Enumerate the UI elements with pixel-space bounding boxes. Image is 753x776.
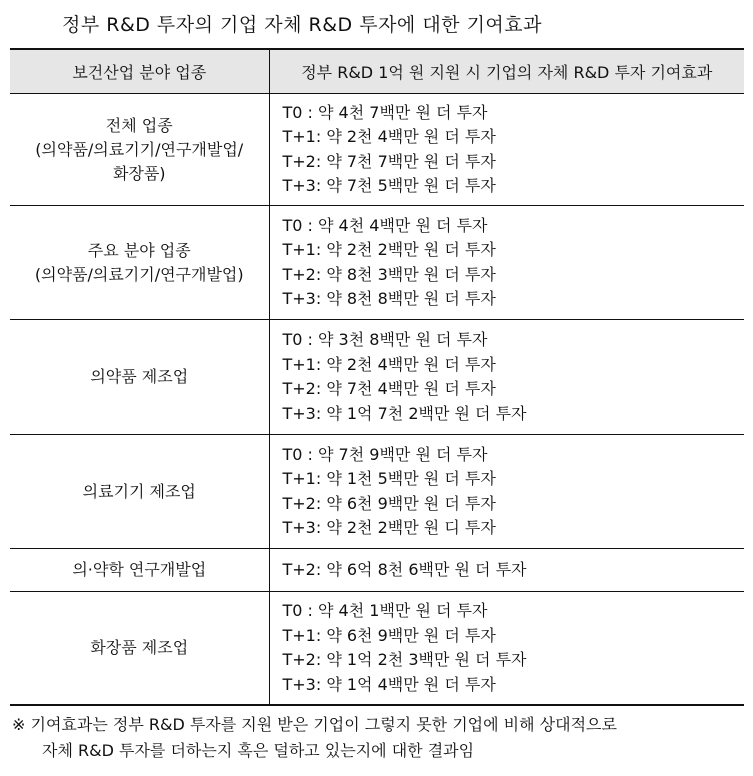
- effect-line: T+3: 약 2천 2백만 원 디 투자: [282, 518, 496, 537]
- industry-line: 화장품 제조업: [90, 638, 189, 657]
- industry-line: 의약품 제조업: [90, 367, 189, 386]
- industry-line: 의·약학 연구개발업: [72, 560, 207, 579]
- industry-line: 화장품): [112, 163, 166, 183]
- effect-cell: [269, 94, 744, 206]
- industry-line: 의료기기 제조업: [82, 481, 196, 501]
- table-row: [10, 320, 744, 435]
- effect-line: T+1: 약 2천 4백만 원 더 투자: [282, 127, 496, 146]
- effect-line: T0 : 약 7천 9백만 원 더 투자: [282, 444, 488, 464]
- table-row: [10, 435, 744, 549]
- effect-cell: [269, 549, 744, 592]
- industry-cell: [10, 549, 269, 592]
- table-row: [10, 206, 744, 320]
- effect-cell: [269, 320, 744, 435]
- effect-line: T0 : 약 4천 7백만 원 더 투자: [282, 102, 488, 122]
- table-row: [10, 549, 744, 592]
- effect-line: T+1: 약 2천 4백만 원 더 투자: [282, 354, 496, 374]
- effect-line: T+1: 약 1천 5백만 원 더 투자: [282, 469, 496, 488]
- page-title: 정부 R&D 투자의 기업 자체 R&D 투자에 대한 기여효과: [62, 14, 542, 36]
- industry-line: (의약품/의료기기/연구개발업/: [35, 139, 244, 159]
- industry-cell: [10, 206, 269, 320]
- industry-line: 전체 업종: [105, 115, 173, 135]
- effect-cell: [269, 206, 744, 320]
- effect-cell: [269, 592, 744, 706]
- industry-line: (의약품/의료기기/연구개발업): [34, 264, 244, 284]
- industry-cell: [10, 435, 269, 549]
- footnote-line: 자체 R&D 투자를 더하는지 혹은 덜하고 있는지에 대한 결과임: [42, 741, 475, 760]
- effect-line: T+2: 약 6억 8천 6백만 원 더 투자: [282, 559, 527, 579]
- effect-line: T0 : 약 4천 4백만 원 더 투자: [282, 215, 488, 235]
- effect-line: T+3: 약 1억 7천 2백만 원 더 투자: [282, 403, 527, 423]
- footnote: [12, 712, 747, 764]
- effect-line: T0 : 약 4천 1백만 원 더 투자: [282, 601, 488, 620]
- effect-line: T+1: 약 6천 9백만 원 더 투자: [282, 625, 496, 645]
- footnote-line: ※ 기여효과는 정부 R&D 투자를 지원 받은 기업이 그렇지 못한 기업에 비해 상대적으로: [12, 715, 617, 734]
- table-header-row: [10, 49, 744, 94]
- industry-cell: [10, 320, 269, 435]
- effect-line: T+3: 약 1억 4백만 원 더 투자: [282, 674, 496, 694]
- contribution-table: [10, 48, 744, 706]
- effect-line: T+3: 약 7천 5백만 원 더 투자: [282, 176, 496, 195]
- effect-line: T+2: 약 6천 9백만 원 더 투자: [282, 493, 496, 513]
- effect-line: T+2: 약 1억 2천 3백만 원 더 투자: [282, 650, 527, 669]
- effect-line: T+2: 약 7천 7백만 원 더 투자: [282, 151, 496, 171]
- effect-line: T+3: 약 8천 8백만 원 더 투자: [282, 289, 496, 308]
- header-effect: 정부 R&D 1억 원 지원 시 기업의 자체 R&D 투자 기여효과: [269, 49, 744, 94]
- header-industry: 보건산업 분야 업종: [10, 49, 269, 94]
- table-row: [10, 592, 744, 706]
- industry-cell: [10, 94, 269, 206]
- effect-line: T+1: 약 2천 2백만 원 더 투자: [282, 240, 496, 259]
- industry-line: 주요 분야 업종: [87, 240, 191, 260]
- effect-line: T+2: 약 7천 4백만 원 더 투자: [282, 379, 496, 398]
- effect-cell: [269, 435, 744, 549]
- industry-cell: [10, 592, 269, 706]
- effect-line: T0 : 약 3천 8백만 원 더 투자: [282, 330, 488, 349]
- table-row: [10, 94, 744, 206]
- effect-line: T+2: 약 8천 3백만 원 더 투자: [282, 264, 496, 284]
